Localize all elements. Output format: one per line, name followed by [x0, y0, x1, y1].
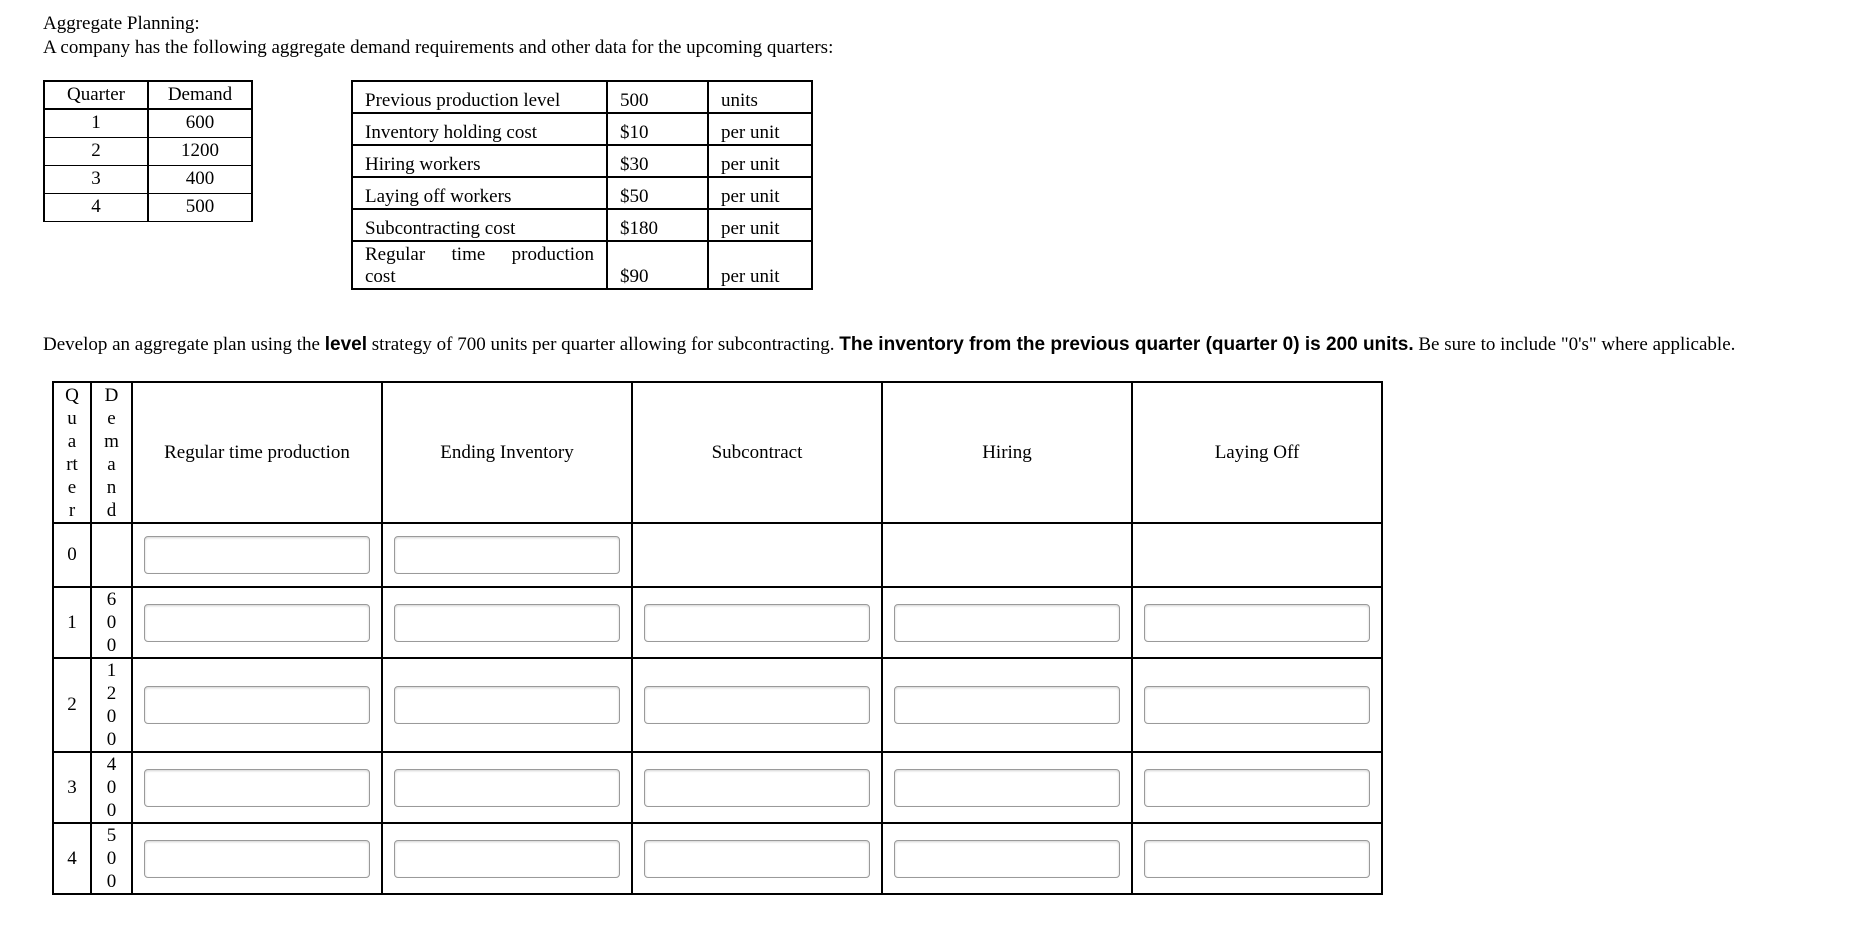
cost-value: $50: [607, 177, 708, 209]
demand-table-demand: 500: [148, 193, 252, 221]
demand-digit: 0: [106, 635, 117, 656]
row-demand: [91, 523, 132, 587]
cell-subcontract: [632, 658, 882, 752]
header-letter: D: [104, 384, 119, 406]
cell-hiring: [882, 752, 1132, 823]
cell-regular-time: [132, 823, 382, 894]
intro: [43, 12, 833, 60]
q4-hiring-input[interactable]: [894, 840, 1120, 878]
cell-ending-inventory: [382, 523, 632, 587]
cell-hiring: [882, 658, 1132, 752]
cost-unit: per unit: [708, 177, 812, 209]
table-row: [53, 587, 1382, 658]
header-letter: a: [107, 453, 116, 475]
cell-hiring: [882, 587, 1132, 658]
demand-table-demand: 600: [148, 109, 252, 137]
q3-hiring-input[interactable]: [894, 769, 1120, 807]
cost-name: Laying off workers: [352, 177, 607, 209]
cost-unit: units: [708, 81, 812, 113]
demand-table-header-demand: Demand: [148, 81, 252, 109]
q3-regular-time-input[interactable]: [144, 769, 370, 807]
cell-subcontract: [632, 823, 882, 894]
table-row: [352, 145, 812, 177]
q2-laying-off-input[interactable]: [1144, 686, 1370, 724]
header-letter: a: [67, 430, 77, 452]
instructions-text: Be sure to include "0's" where applicable.: [1413, 334, 1736, 355]
q1-regular-time-input[interactable]: [144, 604, 370, 642]
instructions-text: strategy of 700 units per quarter allowing for subcontracting.: [367, 334, 840, 355]
cell-regular-time: [132, 587, 382, 658]
cell-ending-inventory: [382, 823, 632, 894]
cost-name: Hiring workers: [352, 145, 607, 177]
q1-laying-off-input[interactable]: [1144, 604, 1370, 642]
demand-digit: 0: [106, 612, 117, 633]
demand-table-header-quarter: Quarter: [44, 81, 148, 109]
table-row: [44, 165, 252, 193]
table-row: [53, 658, 1382, 752]
table-row: [53, 823, 1382, 894]
header-letter: m: [104, 430, 119, 452]
cell-laying-off: [1132, 823, 1382, 894]
header-letter: Q: [65, 384, 79, 406]
cell-laying-off: [1132, 523, 1382, 587]
table-row: [53, 523, 1382, 587]
cell-regular-time: [132, 658, 382, 752]
row-demand: [91, 823, 132, 894]
cell-hiring: [882, 823, 1132, 894]
cell-subcontract: [632, 587, 882, 658]
cost-value: $180: [607, 209, 708, 241]
q0-ending-inventory-input[interactable]: [394, 536, 620, 574]
q3-laying-off-input[interactable]: [1144, 769, 1370, 807]
header-laying-off: Laying Off: [1132, 382, 1382, 523]
header-ending-inventory: Ending Inventory: [382, 382, 632, 523]
table-row: [352, 241, 812, 289]
cost-name: Inventory holding cost: [352, 113, 607, 145]
header-letter: d: [106, 499, 117, 521]
cost-value: 500: [607, 81, 708, 113]
cost-name-line2: cost: [365, 266, 396, 287]
header-subcontract: Subcontract: [632, 382, 882, 523]
q2-subcontract-input[interactable]: [644, 686, 870, 724]
row-quarter: 0: [53, 523, 91, 587]
row-demand: [91, 658, 132, 752]
cost-name-line1: Regular time production: [365, 244, 594, 265]
row-quarter: 1: [53, 587, 91, 658]
row-quarter: 4: [53, 823, 91, 894]
demand-table-demand: 400: [148, 165, 252, 193]
cell-regular-time: [132, 523, 382, 587]
demand-digit: 0: [106, 777, 117, 798]
cell-regular-time: [132, 752, 382, 823]
header-letter: n: [106, 476, 117, 498]
demand-table: [43, 80, 253, 222]
cell-subcontract: [632, 752, 882, 823]
demand-digit: 1: [106, 660, 117, 681]
demand-table-demand: 1200: [148, 137, 252, 165]
q3-subcontract-input[interactable]: [644, 769, 870, 807]
header-letter: e: [67, 476, 77, 498]
header-demand: [91, 382, 132, 523]
demand-table-quarter: 4: [44, 193, 148, 221]
q4-laying-off-input[interactable]: [1144, 840, 1370, 878]
demand-digit: 5: [106, 825, 117, 846]
instructions-text: Develop an aggregate plan using the: [43, 334, 325, 355]
q4-regular-time-input[interactable]: [144, 840, 370, 878]
header-hiring: Hiring: [882, 382, 1132, 523]
q1-hiring-input[interactable]: [894, 604, 1120, 642]
q2-ending-inventory-input[interactable]: [394, 686, 620, 724]
cell-hiring: [882, 523, 1132, 587]
row-quarter: 3: [53, 752, 91, 823]
header-letter: rt: [66, 453, 78, 475]
cost-name: Previous production level: [352, 81, 607, 113]
row-demand: [91, 752, 132, 823]
demand-table-quarter: 3: [44, 165, 148, 193]
header-quarter: [53, 382, 91, 523]
cell-ending-inventory: [382, 752, 632, 823]
cost-unit: per unit: [708, 241, 812, 289]
instructions: [43, 334, 1735, 356]
cell-ending-inventory: [382, 658, 632, 752]
cell-laying-off: [1132, 658, 1382, 752]
q1-subcontract-input[interactable]: [644, 604, 870, 642]
demand-table-quarter: 1: [44, 109, 148, 137]
table-row: [352, 177, 812, 209]
plan-table: [52, 381, 1383, 895]
cost-unit: per unit: [708, 209, 812, 241]
demand-digit: 4: [106, 754, 117, 775]
cost-value: $30: [607, 145, 708, 177]
table-row: [352, 113, 812, 145]
q1-ending-inventory-input[interactable]: [394, 604, 620, 642]
intro-description: A company has the following aggregate demand requirements and other data for the upcoming quarters:: [43, 37, 834, 58]
cost-value: $90: [607, 241, 708, 289]
header-regular-time-production: Regular time production: [132, 382, 382, 523]
cell-laying-off: [1132, 587, 1382, 658]
table-row: [44, 193, 252, 221]
demand-digit: 6: [106, 589, 117, 610]
header-letter: e: [107, 407, 116, 429]
cost-name: [352, 241, 607, 289]
demand-digit: 0: [106, 848, 117, 869]
cell-laying-off: [1132, 752, 1382, 823]
table-row: [44, 137, 252, 165]
q0-regular-time-input[interactable]: [144, 536, 370, 574]
demand-digit: 2: [106, 683, 117, 704]
cost-unit: per unit: [708, 113, 812, 145]
cost-value: $10: [607, 113, 708, 145]
q2-regular-time-input[interactable]: [144, 686, 370, 724]
cell-ending-inventory: [382, 587, 632, 658]
instructions-bold-inventory: The inventory from the previous quarter (quarter 0) is 200 units.: [839, 334, 1414, 355]
demand-digit: 0: [106, 871, 117, 892]
header-letter: r: [68, 499, 76, 521]
q3-ending-inventory-input[interactable]: [394, 769, 620, 807]
cost-unit: per unit: [708, 145, 812, 177]
demand-digit: 0: [106, 800, 117, 821]
q4-ending-inventory-input[interactable]: [394, 840, 620, 878]
cost-table: [351, 80, 813, 290]
header-letter: u: [67, 407, 77, 429]
row-quarter: 2: [53, 658, 91, 752]
q4-subcontract-input[interactable]: [644, 840, 870, 878]
instructions-bold-level: level: [324, 334, 367, 355]
demand-table-quarter: 2: [44, 137, 148, 165]
cost-name: Subcontracting cost: [352, 209, 607, 241]
row-demand: [91, 587, 132, 658]
table-row: [44, 109, 252, 137]
table-row: [352, 81, 812, 113]
cell-subcontract: [632, 523, 882, 587]
intro-title: Aggregate Planning:: [43, 13, 200, 34]
q2-hiring-input[interactable]: [894, 686, 1120, 724]
demand-digit: 0: [106, 729, 117, 750]
table-row: [53, 752, 1382, 823]
table-row: [352, 209, 812, 241]
demand-digit: 0: [106, 706, 117, 727]
